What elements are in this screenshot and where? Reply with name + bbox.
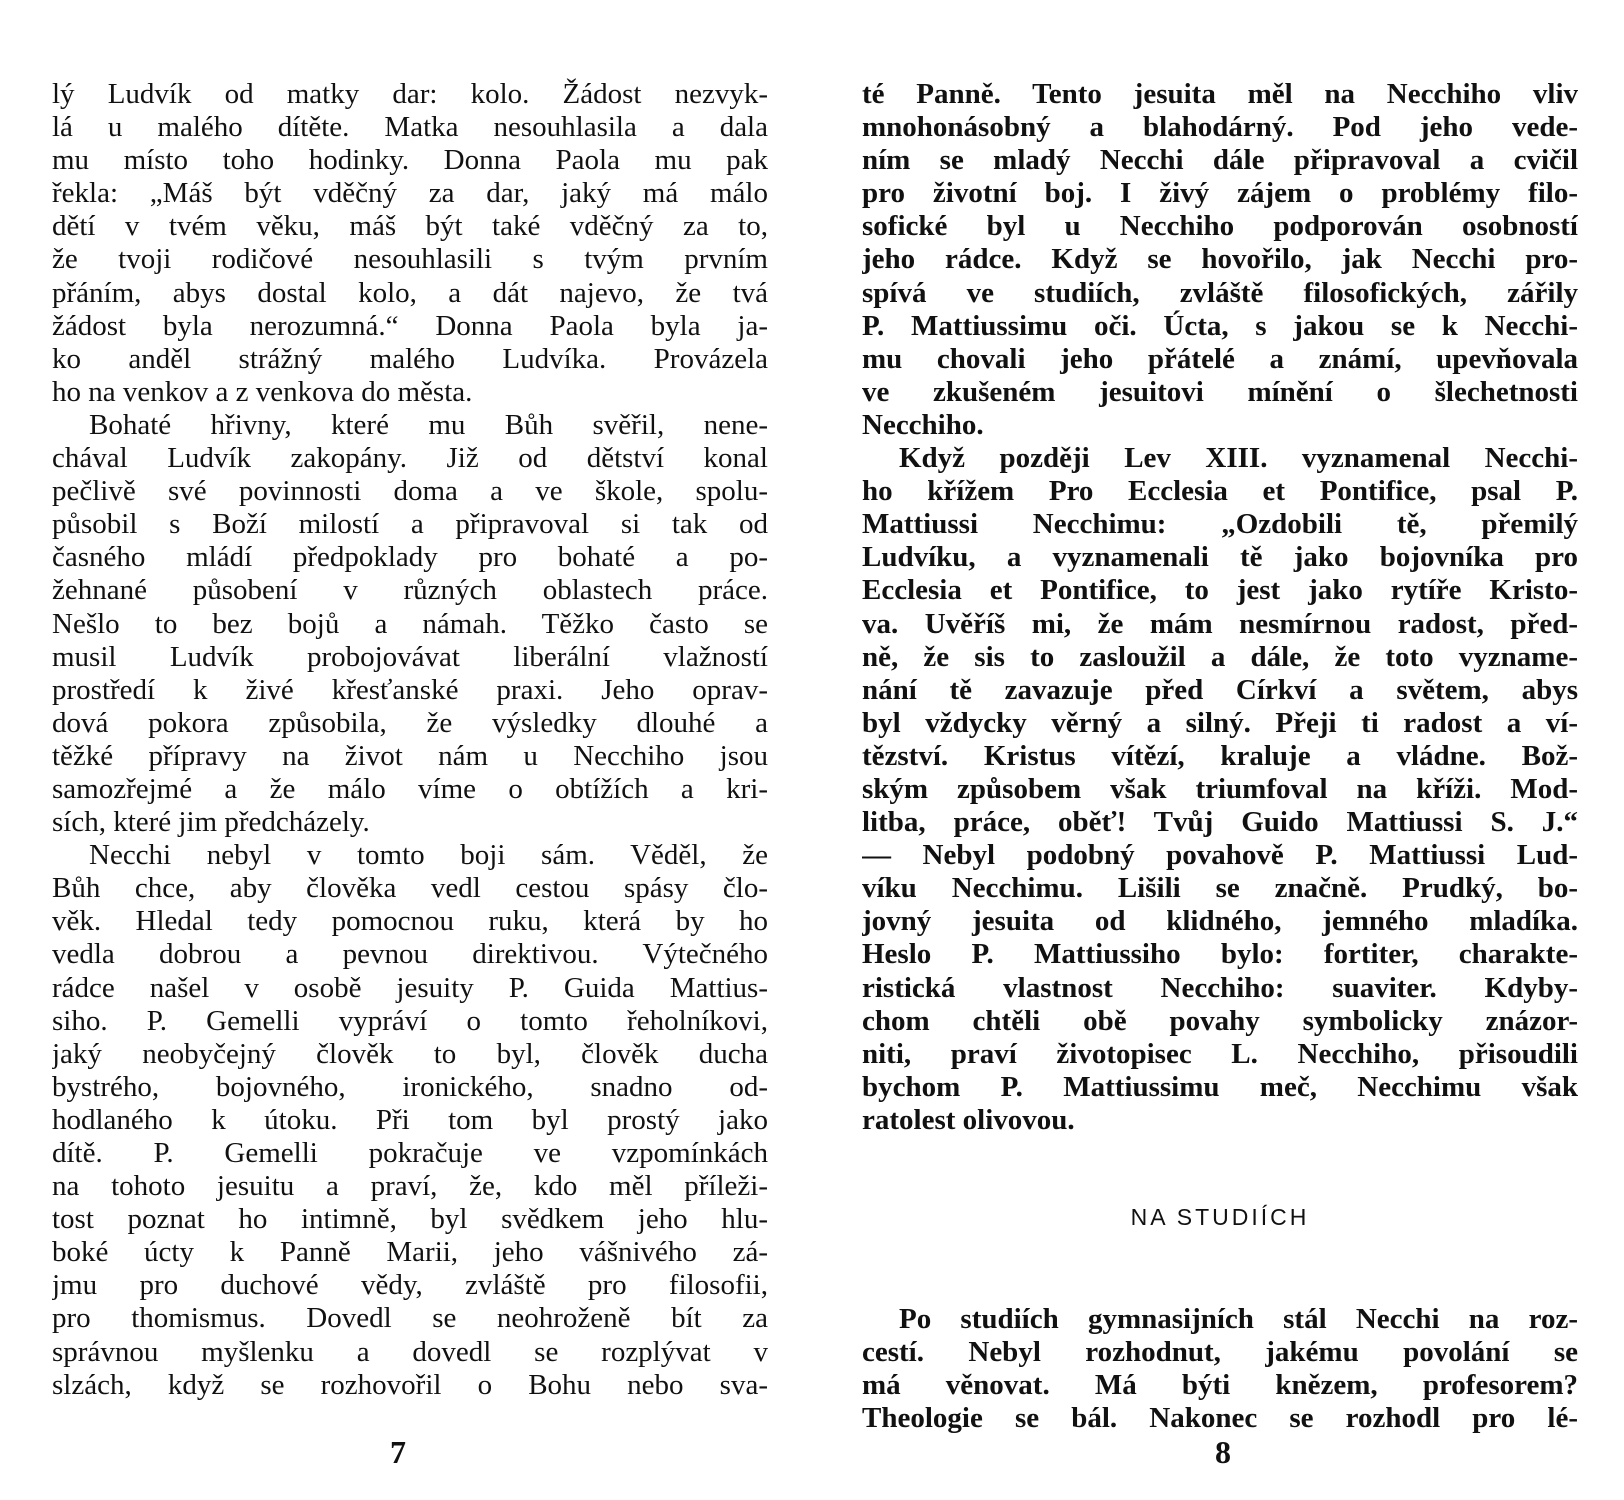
page-number-left: 7 (390, 1434, 406, 1470)
text-line: samozřejmé a že málo víme o obtížích a kri- (52, 772, 768, 805)
text-line: jeho rádce. Když se hovořilo, jak Necchi pro- (862, 243, 1578, 276)
text-line: lý Ludvík od matky dar: kolo. Žádost nezvyk- (52, 78, 768, 110)
text-line: byl vždycky věrný a silný. Přeji ti radost a ví- (862, 706, 1578, 739)
text-line: siho. P. Gemelli vypráví o tomto řeholníkovi, (52, 1004, 768, 1037)
text-line: prostředí k živé křesťanské praxi. Jeho oprav- (52, 673, 768, 706)
text-line: Po studiích gymnasijních stál Necchi na roz- (899, 1303, 1578, 1335)
text-line: ně, že sis to zasloužil a dále, že toto vyzname- (862, 640, 1578, 673)
text-line: ve zkušeném jesuitovi mínění o šlechetnosti (862, 375, 1578, 408)
text-line: spívá ve studiích, zvláště filosofických, zářily (862, 276, 1578, 309)
text-line: správnou myšlenku a dovedl se rozplývat v (52, 1335, 768, 1368)
text-line: chával Ludvík zakopány. Již od dětství konal (52, 442, 768, 475)
text-line: že tvoji rodičové nesouhlasili s tvým prvním (52, 243, 768, 276)
text-line: Necchiho. (862, 408, 984, 441)
text-line: litba, práce, oběť! Tvůj Guido Mattiussi S. J.“ (862, 806, 1578, 839)
text-line: žádost byla nerozumná.“ Donna Paola byla ja- (52, 309, 768, 342)
text-line: sofické byl u Necchiho podporován osobností (862, 210, 1578, 243)
text-line: ním se mladý Necchi dále připravoval a cvičil (862, 144, 1578, 177)
text-line: Necchi nebyl v tomto boji sám. Věděl, že (89, 839, 768, 872)
text-line: řekla: „Máš být vděčný za dar, jaký má málo (52, 177, 768, 210)
text-line: jaký neobyčejný člověk to byl, člověk ducha (52, 1037, 768, 1070)
text-line: dětí v tvém věku, máš být také vděčný za to, (52, 210, 768, 243)
text-line: Když později Lev XIII. vyznamenal Necchi- (899, 442, 1578, 475)
text-line: pečlivě své povinnosti doma a ve škole, spolu- (52, 475, 768, 508)
text-line: Theologie se bál. Nakonec se rozhodl pro lé- (862, 1402, 1578, 1435)
text-line: sích, které jim předcházely. (52, 806, 370, 839)
spacer (862, 1234, 1578, 1303)
text-line: musil Ludvík probojovávat liberální vlažností (52, 640, 768, 673)
text-line: jmu pro duchové vědy, zvláště pro filosofii, (52, 1269, 768, 1302)
spacer (862, 1137, 1578, 1201)
text-line: Heslo P. Mattiussiho bylo: fortiter, charakte- (862, 938, 1578, 971)
text-line: nání tě zavazuje před Církví a světem, abys (862, 673, 1578, 706)
text-line: mnohonásobný a blahodárný. Pod jeho vede- (862, 111, 1578, 144)
text-line: víku Necchimu. Lišili se značně. Prudký, bo- (862, 872, 1578, 905)
text-line: chom chtěli obě povahy symbolicky znázor- (862, 1004, 1578, 1037)
text-line: Ludvíku, a vyznamenali tě jako bojovníka pro (862, 541, 1578, 574)
section-heading: NA STUDIÍCH (1130, 1204, 1310, 1230)
text-line: těžké přípravy na život nám u Necchiho jsou (52, 739, 768, 772)
text-line: pro thomismus. Dovedl se neohroženě bít za (52, 1302, 768, 1335)
text-line: té Panně. Tento jesuita měl na Necchiho vliv (862, 78, 1578, 110)
text-line: dítě. P. Gemelli pokračuje ve vzpomínkách (52, 1137, 768, 1169)
text-line: žehnané působení v různých oblastech práce. (52, 574, 768, 607)
right-page (862, 78, 1578, 1435)
text-line: časného mládí předpoklady pro bohaté a po- (52, 541, 768, 574)
text-line: cestí. Nebyl rozhodnut, jakému povolání se (862, 1336, 1578, 1369)
text-line: boké úcty k Panně Marii, jeho vášnivého zá- (52, 1236, 768, 1269)
text-line: ho křížem Pro Ecclesia et Pontifice, psal P. (862, 475, 1578, 508)
page-number-right: 8 (1215, 1434, 1231, 1470)
text-line: ratolest olivovou. (862, 1103, 1075, 1136)
left-page (52, 78, 768, 1402)
text-line: věk. Hledal tedy pomocnou ruku, která by ho (52, 905, 768, 938)
text-line: ristická vlastnost Necchiho: suaviter. Kdyby- (862, 971, 1578, 1004)
text-line: P. Mattiussimu oči. Úcta, s jakou se k Necchi- (862, 309, 1578, 342)
text-line: niti, praví životopisec L. Necchiho, přisoudili (862, 1037, 1578, 1070)
text-line: Nešlo to bez bojů a námah. Těžko často se (52, 607, 768, 640)
text-line: Mattiussi Necchimu: „Ozdobili tě, přemilý (862, 508, 1578, 541)
text-line: rádce našel v osobě jesuity P. Guida Mattius- (52, 971, 768, 1004)
text-line: bystrého, bojovného, ironického, snadno od- (52, 1070, 768, 1103)
text-line: ským způsobem však triumfoval na kříži. Mod- (862, 772, 1578, 805)
text-line: — Nebyl podobný povahově P. Mattiussi Lud- (862, 839, 1578, 872)
text-line: bychom P. Mattiussimu meč, Necchimu však (862, 1070, 1578, 1103)
text-line: dová pokora způsobila, že výsledky dlouhé a (52, 706, 768, 739)
text-line: přáním, abys dostal kolo, a dát najevo, že tvá (52, 276, 768, 309)
text-line: jovný jesuita od klidného, jemného mladíka. (862, 905, 1578, 938)
text-line: Bůh chce, aby člověka vedl cestou spásy člo- (52, 872, 768, 905)
text-line: vedla dobrou a pevnou direktivou. Výtečného (52, 938, 768, 971)
text-line: Bohaté hřivny, které mu Bůh svěřil, nene- (89, 408, 768, 441)
text-line: pro životní boj. I živý zájem o problémy filo- (862, 177, 1578, 210)
text-line: má věnovat. Má býti knězem, profesorem? (862, 1369, 1578, 1402)
text-line: tost poznat ho intimně, byl svědkem jeho hlu- (52, 1203, 768, 1236)
text-line: mu místo toho hodinky. Donna Paola mu pak (52, 144, 768, 177)
text-line: mu chovali jeho přátelé a známí, upevňovala (862, 342, 1578, 375)
text-line: slzách, když se rozhovořil o Bohu nebo sva- (52, 1368, 768, 1401)
text-line: hodlaného k útoku. Při tom byl prostý jako (52, 1103, 768, 1136)
text-line: Ecclesia et Pontifice, to jest jako rytíře Kristo- (862, 574, 1578, 607)
text-line: působil s Boží milostí a připravoval si tak od (52, 508, 768, 541)
text-line: tězství. Kristus vítězí, kraluje a vládne. Bož- (862, 739, 1578, 772)
text-line: ko anděl strážný malého Ludvíka. Provázela (52, 342, 768, 375)
text-line: na tohoto jesuitu a praví, že, kdo měl příleži- (52, 1170, 768, 1203)
text-line: lá u malého dítěte. Matka nesouhlasila a dala (52, 111, 768, 144)
text-line: va. Uvěříš mi, že mám nesmírnou radost, před- (862, 607, 1578, 640)
text-line: ho na venkov a z venkova do města. (52, 375, 473, 408)
